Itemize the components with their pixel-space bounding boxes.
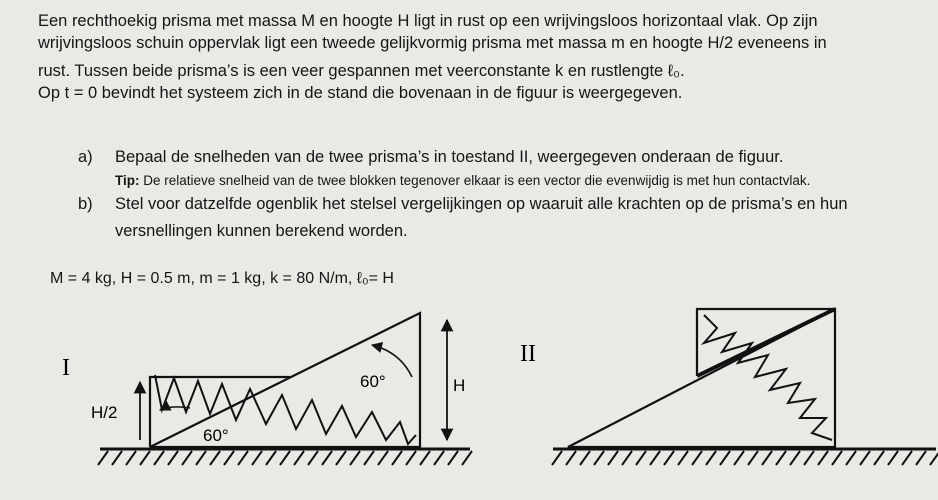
angle-upper-label: 60°: [360, 372, 386, 391]
contact-surface-state-2: [697, 309, 835, 376]
tip-label: Tip:: [115, 173, 140, 188]
angle-lower-label: 60°: [203, 426, 229, 445]
h-label: H: [453, 376, 466, 395]
question-a-text: Bepaal de snelheden van de twee prisma’s in toestand II, weergegeven onderaan de figuur.: [115, 148, 784, 166]
h-half-label: H/2: [91, 403, 118, 422]
question-b-label: b): [78, 195, 93, 213]
state-2-label: II: [520, 341, 536, 367]
intro-line-1: Een rechthoekig prisma met massa M en hoogte H ligt in rust op een wrijvingsloos horizontaal vlak. Op zijn: [38, 12, 818, 30]
question-a-label: a): [78, 148, 93, 166]
tip-text: De relatieve snelheid van de twee blokken tegenover elkaar is een vector die evenwijdig is met hun contactvlak.: [143, 173, 811, 188]
question-b-line-2: versnellingen kunnen berekend worden.: [115, 222, 408, 240]
spring-state-2: [704, 315, 832, 440]
question-b-line-1: Stel voor datzelfde ogenblik het stelsel vergelijkingen op waaruit alle krachten op de prisma’s en hun: [115, 195, 848, 213]
intro-line-2: wrijvingsloos schuin oppervlak ligt een tweede gelijkvormig prisma met massa m en hoogte H/2 eveneens in: [38, 34, 827, 52]
intro-line-4: Op t = 0 bevindt het systeem zich in de stand die bovenaan in de figuur is weergegeven.: [38, 84, 683, 102]
intro-line-3: rust. Tussen beide prisma’s is een veer gespannen met veerconstante k en rustlengte ℓ₀.: [38, 62, 685, 80]
state-2-ground: [552, 449, 938, 465]
given-values: M = 4 kg, H = 0.5 m, m = 1 kg, k = 80 N/m, ℓ₀= H: [50, 270, 394, 287]
state-1-label: I: [62, 355, 70, 381]
state-1-ground: [98, 449, 472, 465]
